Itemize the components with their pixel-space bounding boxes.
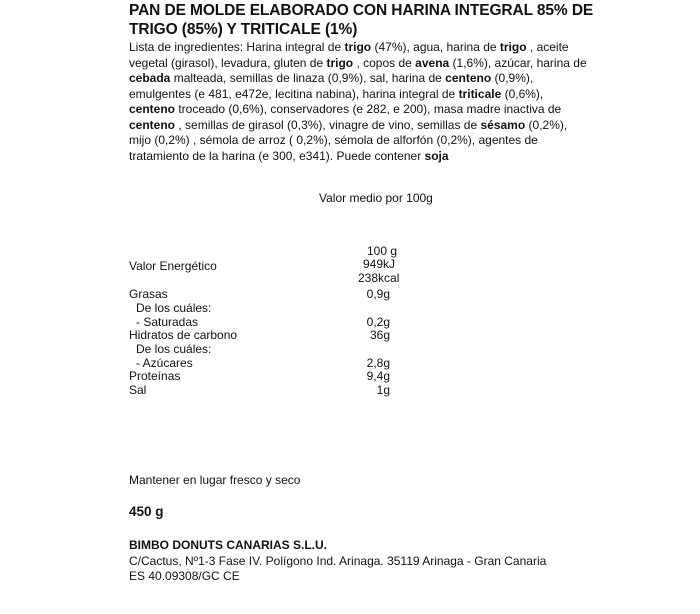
energy-label: Valor Energético <box>129 259 217 273</box>
nutrition-row-label: Grasas <box>129 287 168 301</box>
nutrition-row-value: 0,9g <box>366 287 390 301</box>
storage-instructions: Mantener en lugar fresco y seco <box>129 473 301 487</box>
nutrition-row-label: - Azúcares <box>136 356 193 370</box>
ingredient-text: , semillas de girasol (0,3%), vinagre de vino, semillas de <box>175 117 481 132</box>
nutrition-row-label: Hidratos de carbono <box>129 328 238 342</box>
nutrition-row-value: 9,4g <box>366 369 390 383</box>
product-title: PAN DE MOLDE ELABORADO CON HARINA INTEGRAL 85% DE TRIGO (85%) Y TRITICALE (1%) <box>129 2 594 38</box>
nutrition-column-header: 100 g <box>367 244 398 258</box>
allergen: soja <box>424 148 449 163</box>
company-name: BIMBO DONUTS CANARIAS S.L.U. <box>129 538 327 552</box>
ingredient-text: (0,9%), emulgentes (e 481, e472e, lecitina nabina), harina integral de <box>129 71 534 101</box>
allergen: trigo <box>499 40 527 54</box>
nutrition-row-value: 36g <box>369 328 390 342</box>
ingredient-text: troceado (0,6%), conservadores (e 282, e 200), masa madre inactiva de <box>175 102 562 116</box>
ingredient-text: (47%), agua, harina de <box>371 40 500 54</box>
ingredients-list <box>129 40 589 164</box>
ingredient-text: , copos de <box>353 55 416 70</box>
allergen: cebada <box>129 71 171 85</box>
nutrition-row-label: - Saturadas <box>136 315 199 329</box>
registry-number: ES 40.09308/GC CE <box>129 569 240 583</box>
nutrition-row-value: 0,2g <box>366 315 390 329</box>
company-address: C/Cactus, Nº1-3 Fase IV. Polígono Ind. Arinaga. 35119 Arinaga - Gran Canaria <box>129 554 547 568</box>
nutrition-header: Valor medio por 100g <box>319 191 433 205</box>
allergen: centeno <box>445 71 492 85</box>
ingredient-text: Lista de ingredientes: Harina integral de <box>129 40 345 54</box>
allergen: trigo <box>344 40 372 54</box>
net-weight: 450 g <box>129 504 164 519</box>
ingredient-text: (0,6%), <box>501 86 544 101</box>
allergen: triticale <box>458 86 502 101</box>
ingredient-text: , aceite vegetal (girasol), levadura, gluten de <box>129 40 569 70</box>
nutrition-row-label: De los cuáles: <box>136 342 212 356</box>
allergen: sésamo <box>480 117 526 132</box>
allergen: centeno <box>129 102 176 116</box>
allergen: centeno <box>129 117 176 132</box>
nutrition-row-label: De los cuáles: <box>136 301 212 315</box>
allergen: trigo <box>326 55 354 70</box>
nutrition-row-label: Sal <box>129 383 147 397</box>
allergen: avena <box>415 55 450 70</box>
nutrition-row-value: 2,8g <box>366 356 390 370</box>
nutrition-row-label: Proteínas <box>129 369 181 383</box>
ingredient-text: malteada, semillas de linaza (0,9%), sal, harina de <box>170 71 446 85</box>
energy-kcal-value: 238kcal <box>358 271 400 285</box>
ingredient-text: (1,6%), azúcar, harina de <box>449 55 587 70</box>
energy-kj-value: 949kJ <box>363 257 396 271</box>
ingredient-text: (0,2%), mijo (0,2%) , sémola de arroz ( 0,2%), sémola de alforfón (0,2%), agentes de tratamiento de la harina (e 300, e341). Puede contener <box>129 117 568 163</box>
nutrition-row-value: 1g <box>376 383 390 397</box>
